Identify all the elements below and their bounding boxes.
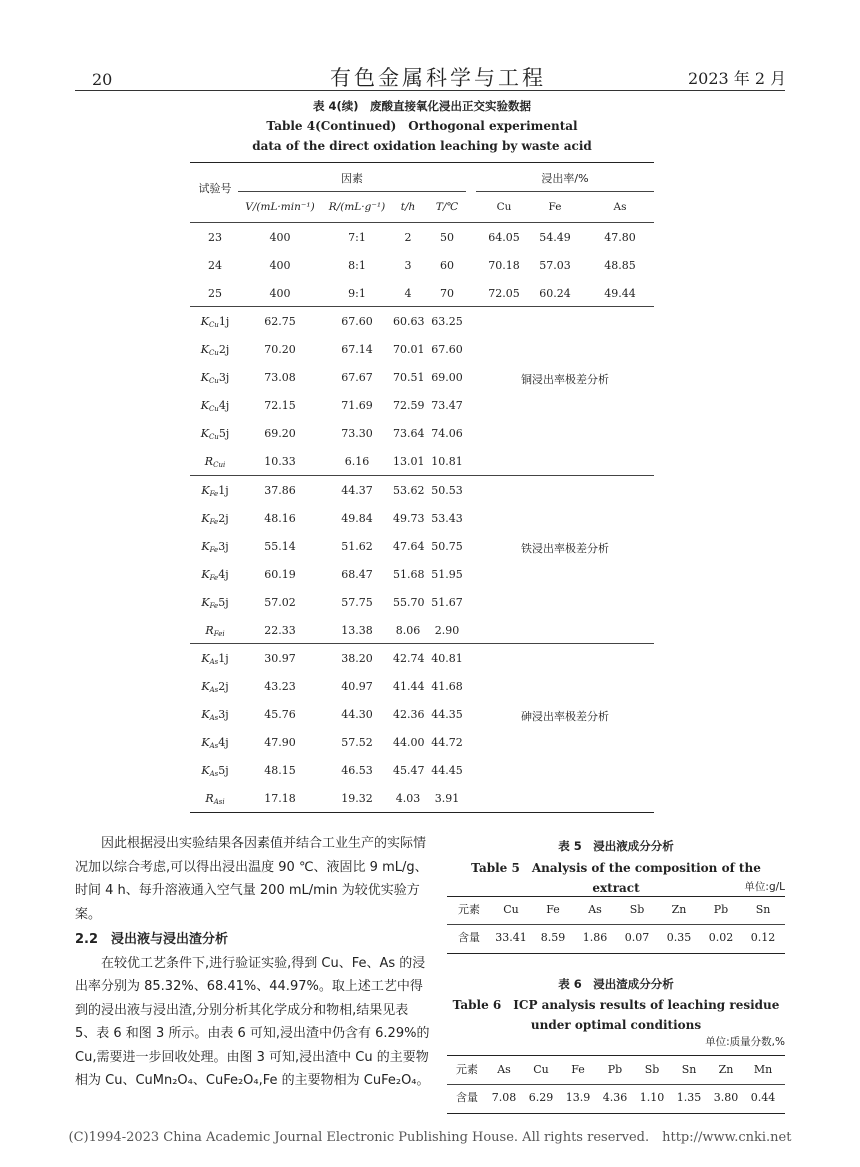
row-label: [190, 308, 240, 336]
label-subscript: Fe: [209, 602, 219, 610]
table6-caption-en-2: under optimal conditions: [530, 1018, 702, 1032]
label-suffix: 4j: [218, 568, 229, 581]
table-cell: 60.19: [264, 568, 296, 581]
table5-unit: 单位:g/L: [744, 881, 785, 893]
label-suffix: 2j: [218, 512, 229, 525]
table-cell: 63.25: [431, 315, 463, 328]
label-suffix: 3j: [218, 708, 229, 721]
table-cell: 13.9: [565, 1091, 591, 1104]
row-label: [190, 533, 240, 561]
row-label: [190, 561, 240, 589]
col-t: t/h: [400, 201, 416, 213]
table-cell: 48.15: [264, 764, 296, 777]
table-cell: 41.68: [431, 680, 463, 693]
table-cell: 13.38: [341, 624, 373, 637]
table-cell: 51.62: [341, 540, 373, 553]
label-symbol: K: [200, 315, 209, 328]
table-cell: 元素: [456, 1063, 478, 1076]
table-cell: Zn: [718, 1063, 734, 1076]
label-symbol: K: [201, 652, 210, 665]
label-symbol: K: [200, 399, 209, 412]
table-cell: 44.72: [431, 736, 463, 749]
table-cell: 45.76: [264, 708, 296, 721]
row-label: [190, 729, 240, 757]
table-cell: 70: [440, 287, 454, 300]
table-cell: 3: [404, 259, 412, 272]
table-cell: 2.90: [434, 624, 460, 637]
table-cell: 1.35: [676, 1091, 702, 1104]
table4-header-rule: [190, 222, 654, 223]
table-cell: 40.81: [431, 652, 463, 665]
table-cell: 67.60: [341, 315, 373, 328]
table-cell: 69.00: [431, 371, 463, 384]
table-cell: 51.68: [393, 568, 425, 581]
table-cell: 72.59: [393, 399, 425, 412]
table-cell: 73.47: [431, 399, 463, 412]
table-cell: 50.53: [431, 484, 463, 497]
table-cell: 53.43: [431, 512, 463, 525]
table-cell: 6.29: [528, 1091, 554, 1104]
table-cell: 3.80: [713, 1091, 739, 1104]
table-cell: 33.41: [495, 931, 527, 944]
factors-header: 因素: [341, 172, 363, 185]
row-label: [190, 336, 240, 364]
label-subscript: As: [209, 770, 219, 778]
table-cell: 60.24: [539, 287, 571, 300]
table6-unit: 单位:质量分数,%: [705, 1036, 785, 1048]
table-cell: 48.85: [604, 259, 636, 272]
label-symbol: K: [201, 708, 210, 721]
table-cell: 19.32: [341, 792, 373, 805]
table-cell: 53.62: [393, 484, 425, 497]
table-cell: Sb: [644, 1063, 660, 1076]
table5-caption-zh: 表 5 浸出液成分分析: [558, 839, 674, 853]
table-cell: 10.81: [431, 455, 463, 468]
table-cell: 64.05: [488, 231, 520, 244]
label-subscript: Fe: [209, 546, 219, 554]
table-cell: 24: [208, 259, 222, 272]
factor-underline: [238, 191, 466, 192]
trial-header: 试验号: [198, 182, 232, 195]
table-cell: 7.08: [491, 1091, 517, 1104]
rate-header: 浸出率/%: [541, 172, 589, 185]
table-cell: 70.20: [264, 343, 296, 356]
table-header-row: [447, 896, 785, 924]
table6-bottom-rule: [447, 1113, 785, 1114]
table-cell: 8.06: [395, 624, 421, 637]
table-cell: 0.02: [708, 931, 734, 944]
label-symbol: K: [200, 343, 209, 356]
table-cell: 1.86: [582, 931, 608, 944]
table-cell: 49.73: [393, 512, 425, 525]
table-cell: 47.90: [264, 736, 296, 749]
label-symbol: K: [201, 540, 210, 553]
rate-underline: [476, 191, 654, 192]
table-cell: 4.03: [395, 792, 421, 805]
table-row: [447, 924, 785, 952]
table-cell: 50.75: [431, 540, 463, 553]
table-cell: 70.51: [393, 371, 425, 384]
table-cell: Pb: [713, 903, 729, 916]
table5-body: [447, 896, 785, 952]
table-cell: 8.59: [540, 931, 566, 944]
table-cell: 60: [440, 259, 454, 272]
table-cell: 25: [208, 287, 222, 300]
row-label: [190, 392, 240, 420]
table6-caption-zh: 表 6 浸出渣成分分析: [558, 977, 674, 991]
table-cell: 46.53: [341, 764, 373, 777]
table-cell: Cu: [503, 903, 519, 916]
table-cell: 44.30: [341, 708, 373, 721]
table-cell: Sn: [755, 903, 771, 916]
label-suffix: 2j: [218, 680, 229, 693]
table4-top-rule: [190, 162, 654, 163]
table-cell: 含量: [456, 1091, 478, 1104]
table-cell: Fe: [546, 903, 560, 916]
table-cell: 400: [269, 231, 291, 244]
table-cell: Pb: [607, 1063, 623, 1076]
row-label: [190, 785, 240, 813]
table-cell: 47.64: [393, 540, 425, 553]
label-symbol: K: [200, 427, 209, 440]
col-v: V/(mL·min⁻¹): [245, 201, 315, 213]
table5-bottom-rule: [447, 953, 785, 954]
table-cell: 57.02: [264, 596, 296, 609]
table-header-row: [447, 1056, 785, 1084]
paragraph-analysis: 在较优工艺条件下,进行验证实验,得到 Cu、Fe、As 的浸出率分别为 85.32%、68.41%、44.97%。取上述工艺中得到的浸出液与浸出渣,分别分析其化学成分和物相,结果见表 5、表 6 和图 3 所示。由表 6 可知,浸出渣中仍含有 6.29%的 Cu,需要进一步回收处理。由图 3 可知,浸出渣中 Cu 的主要物相为 Cu、CuMn₂O₄、CuFe₂O₄,Fe 的主要物相为 CuFe₂O₄。: [75, 955, 430, 1088]
row-label: [190, 757, 240, 785]
label-subscript: Cui: [213, 461, 226, 469]
table-cell: 54.49: [539, 231, 571, 244]
table-cell: 73.30: [341, 427, 373, 440]
table-cell: 47.80: [604, 231, 636, 244]
table-cell: 67.14: [341, 343, 373, 356]
label-suffix: 3j: [218, 540, 229, 553]
header-rule: [75, 90, 785, 91]
table-cell: 55.14: [264, 540, 296, 553]
table-cell: 70.18: [488, 259, 520, 272]
row-label: [190, 673, 240, 701]
row-label: [190, 589, 240, 617]
label-symbol: K: [201, 512, 210, 525]
table-cell: 67.60: [431, 343, 463, 356]
label-symbol: K: [201, 680, 210, 693]
col-cu: Cu: [496, 201, 512, 213]
label-suffix: 5j: [218, 596, 229, 609]
label-subscript: Fe: [209, 490, 219, 498]
row-label: [190, 617, 240, 645]
label-subscript: Cu: [208, 405, 219, 413]
table-cell: 49.44: [604, 287, 636, 300]
body-column: [75, 832, 430, 1093]
table-cell: 42.74: [393, 652, 425, 665]
col-r: R/(mL·g⁻¹): [328, 201, 386, 213]
table-cell: 44.45: [431, 764, 463, 777]
table-cell: 57.52: [341, 736, 373, 749]
table-cell: 72.15: [264, 399, 296, 412]
table-cell: Cu: [533, 1063, 549, 1076]
table-cell: 67.67: [341, 371, 373, 384]
label-symbol: R: [204, 455, 214, 468]
label-suffix: 4j: [218, 399, 230, 412]
table-cell: 400: [269, 259, 291, 272]
table-cell: 6.16: [344, 455, 370, 468]
table4-caption-en-2: data of the direct oxidation leaching by waste acid: [252, 139, 592, 153]
label-subscript: Fe: [209, 574, 219, 582]
table-cell: Sb: [629, 903, 645, 916]
table-cell: 49.84: [341, 512, 373, 525]
table-cell: 4: [404, 287, 412, 300]
table-cell: 17.18: [264, 792, 296, 805]
range-analysis-note: 铜浸出率极差分析: [521, 373, 609, 386]
row-label: [190, 448, 240, 476]
label-symbol: K: [201, 484, 210, 497]
col-fe: Fe: [548, 201, 562, 213]
range-analysis-note: 铁浸出率极差分析: [521, 542, 609, 555]
table-cell: 60.63: [393, 315, 425, 328]
table-cell: As: [497, 1063, 511, 1076]
table6-body: [447, 1056, 785, 1112]
table-cell: 0.35: [666, 931, 692, 944]
label-symbol: R: [205, 792, 214, 805]
label-subscript: Cu: [208, 433, 219, 441]
table-cell: 44.00: [393, 736, 425, 749]
col-temp: T/℃: [435, 201, 459, 213]
table-cell: 44.37: [341, 484, 373, 497]
label-suffix: 5j: [218, 427, 230, 440]
table-cell: 68.47: [341, 568, 373, 581]
table-cell: 含量: [458, 931, 480, 944]
range-analysis-note: 砷浸出率极差分析: [521, 710, 609, 723]
table-cell: 69.20: [264, 427, 296, 440]
issue-date: 2023 年 2 月: [688, 69, 787, 88]
label-subscript: As: [209, 658, 219, 666]
table-cell: 0.07: [624, 931, 650, 944]
label-suffix: 2j: [218, 343, 230, 356]
label-suffix: 4j: [218, 736, 229, 749]
table-cell: 48.16: [264, 512, 296, 525]
table-cell: 44.35: [431, 708, 463, 721]
table-cell: 22.33: [264, 624, 296, 637]
table-cell: 40.97: [341, 680, 373, 693]
table-cell: 400: [269, 287, 291, 300]
table-cell: 元素: [458, 903, 480, 916]
table-cell: 73.64: [393, 427, 425, 440]
table-cell: 57.03: [539, 259, 571, 272]
table-cell: 0.12: [750, 931, 776, 944]
label-subscript: Cu: [208, 349, 219, 357]
row-label: [190, 645, 240, 673]
table-cell: 0.44: [750, 1091, 776, 1104]
table-cell: 62.75: [264, 315, 296, 328]
table-cell: As: [588, 903, 602, 916]
copyright-footer: (C)1994-2023 China Academic Journal Electronic Publishing House. All rights reserved. http://www.cnki.net: [68, 1130, 792, 1145]
label-suffix: 1j: [218, 484, 229, 497]
label-suffix: 3j: [218, 371, 230, 384]
table-cell: 2: [404, 231, 412, 244]
page-number: 20: [92, 70, 113, 89]
table-cell: 72.05: [488, 287, 520, 300]
label-subscript: Cu: [208, 321, 219, 329]
table-cell: 57.75: [341, 596, 373, 609]
label-subscript: Asi: [213, 798, 225, 806]
row-label: [190, 420, 240, 448]
table-cell: 1.10: [639, 1091, 665, 1104]
table-cell: 71.69: [341, 399, 373, 412]
table-cell: 37.86: [264, 484, 296, 497]
label-symbol: K: [200, 371, 209, 384]
table-row: [447, 1084, 785, 1112]
row-label: [190, 701, 240, 729]
table-cell: Mn: [753, 1063, 773, 1076]
table-cell: 10.33: [264, 455, 296, 468]
label-symbol: K: [201, 736, 210, 749]
table-cell: 4.36: [602, 1091, 628, 1104]
table-cell: 7:1: [348, 231, 366, 244]
table-cell: 8:1: [348, 259, 366, 272]
label-suffix: 1j: [218, 652, 229, 665]
table-cell: Sn: [681, 1063, 697, 1076]
label-subscript: Fe: [209, 518, 219, 526]
row-label: [190, 477, 240, 505]
label-subscript: Fei: [213, 630, 225, 638]
table-cell: Fe: [571, 1063, 585, 1076]
table-cell: 38.20: [341, 652, 373, 665]
table-cell: 42.36: [393, 708, 425, 721]
table-cell: Zn: [671, 903, 687, 916]
table-cell: 9:1: [348, 287, 366, 300]
table5-caption-en: Table 5 Analysis of the composition of the extract: [471, 861, 761, 895]
label-symbol: R: [205, 624, 214, 637]
table6-caption-en-1: Table 6 ICP analysis results of leaching residue: [452, 998, 780, 1012]
table4-caption-en-1: Table 4(Continued) Orthogonal experimental: [266, 119, 578, 133]
label-subscript: As: [209, 686, 219, 694]
table-cell: 70.01: [393, 343, 425, 356]
table-cell: 74.06: [431, 427, 463, 440]
table-cell: 50: [440, 231, 454, 244]
col-as: As: [613, 201, 627, 213]
table4-caption-zh: 表 4(续) 废酸直接氧化浸出正交实验数据: [312, 99, 531, 113]
journal-title: 有色金属科学与工程: [330, 66, 546, 90]
label-subscript: As: [209, 742, 219, 750]
table-cell: 3.91: [434, 792, 460, 805]
label-subscript: As: [209, 714, 219, 722]
table-cell: 51.67: [431, 596, 463, 609]
section-heading: 2.2 浸出液与浸出渣分析: [75, 932, 229, 947]
table-cell: 13.01: [393, 455, 425, 468]
label-subscript: Cu: [208, 377, 219, 385]
table-cell: 41.44: [393, 680, 425, 693]
label-symbol: K: [201, 568, 210, 581]
row-label: [190, 364, 240, 392]
table-cell: 51.95: [431, 568, 463, 581]
table-cell: 43.23: [264, 680, 296, 693]
label-suffix: 1j: [218, 315, 230, 328]
row-label: [190, 505, 240, 533]
label-symbol: K: [201, 764, 210, 777]
label-suffix: 5j: [218, 764, 229, 777]
table-cell: 23: [208, 231, 222, 244]
label-symbol: K: [201, 596, 210, 609]
table-cell: 55.70: [393, 596, 425, 609]
table-cell: 73.08: [264, 371, 296, 384]
paragraph-conclusion: 因此根据浸出实验结果各因素值并结合工业生产的实际情况加以综合考虑,可以得出浸出温度 90 ℃、液固比 9 mL/g、时间 4 h、每升溶液通入空气量 200 mL/min 为较优实验方案。: [75, 836, 428, 922]
table-cell: 45.47: [393, 764, 425, 777]
table-cell: 30.97: [264, 652, 296, 665]
